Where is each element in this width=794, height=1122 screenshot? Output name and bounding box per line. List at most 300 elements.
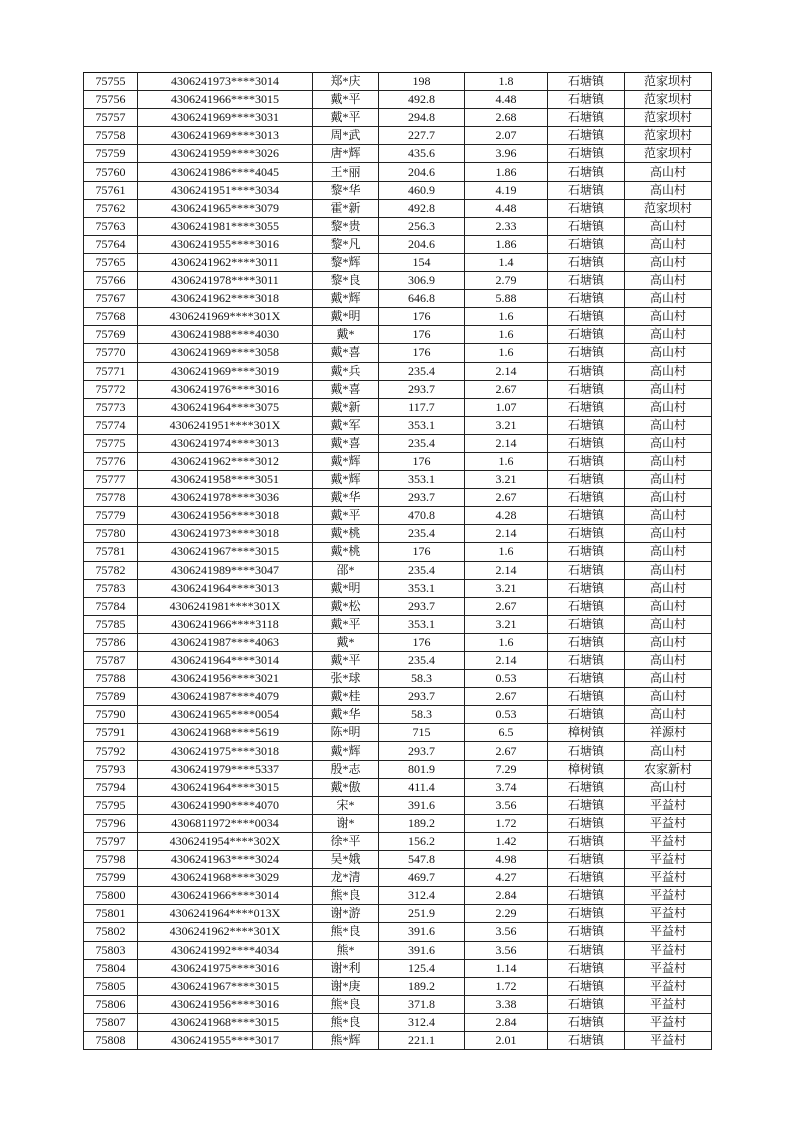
village-cell: 高山村 (625, 308, 712, 326)
area-cell: 3.56 (465, 923, 548, 941)
amount-cell: 204.6 (379, 163, 465, 181)
name-cell: 戴*平 (313, 109, 379, 127)
amount-cell: 189.2 (379, 977, 465, 995)
table-row (84, 145, 712, 163)
id-number-cell: 4306241968****3029 (138, 869, 313, 887)
area-cell: 1.42 (465, 832, 548, 850)
table-row (84, 398, 712, 416)
amount-cell: 715 (379, 724, 465, 742)
village-cell: 农家新村 (625, 760, 712, 778)
table-row (84, 91, 712, 109)
table-row (84, 724, 712, 742)
table-row (84, 507, 712, 525)
area-cell: 2.14 (465, 362, 548, 380)
amount-cell: 235.4 (379, 525, 465, 543)
area-cell: 4.48 (465, 91, 548, 109)
name-cell: 戴*辉 (313, 290, 379, 308)
town-cell: 石塘镇 (548, 561, 625, 579)
town-cell: 石塘镇 (548, 489, 625, 507)
name-cell: 谢* (313, 814, 379, 832)
table-row (84, 887, 712, 905)
village-cell: 平益村 (625, 923, 712, 941)
serial-cell: 75781 (84, 543, 138, 561)
amount-cell: 176 (379, 452, 465, 470)
amount-cell: 293.7 (379, 742, 465, 760)
amount-cell: 353.1 (379, 416, 465, 434)
area-cell: 3.96 (465, 145, 548, 163)
amount-cell: 58.3 (379, 670, 465, 688)
id-number-cell: 4306241968****5619 (138, 724, 313, 742)
town-cell: 石塘镇 (548, 416, 625, 434)
area-cell: 2.67 (465, 380, 548, 398)
amount-cell: 470.8 (379, 507, 465, 525)
town-cell: 石塘镇 (548, 778, 625, 796)
name-cell: 戴*喜 (313, 344, 379, 362)
town-cell: 石塘镇 (548, 796, 625, 814)
serial-cell: 75799 (84, 869, 138, 887)
village-cell: 高山村 (625, 398, 712, 416)
village-cell: 范家坝村 (625, 199, 712, 217)
area-cell: 1.72 (465, 814, 548, 832)
village-cell: 范家坝村 (625, 91, 712, 109)
amount-cell: 221.1 (379, 1031, 465, 1049)
table-row (84, 199, 712, 217)
area-cell: 1.6 (465, 308, 548, 326)
table-row (84, 688, 712, 706)
id-number-cell: 4306241976****3016 (138, 380, 313, 398)
town-cell: 石塘镇 (548, 380, 625, 398)
id-number-cell: 4306241955****3016 (138, 235, 313, 253)
name-cell: 唐*辉 (313, 145, 379, 163)
name-cell: 黎*贵 (313, 217, 379, 235)
table-row (84, 127, 712, 145)
area-cell: 2.14 (465, 434, 548, 452)
area-cell: 0.53 (465, 670, 548, 688)
table-body (84, 73, 712, 1050)
town-cell: 石塘镇 (548, 308, 625, 326)
name-cell: 宋* (313, 796, 379, 814)
town-cell: 石塘镇 (548, 633, 625, 651)
area-cell: 2.84 (465, 887, 548, 905)
name-cell: 戴*平 (313, 615, 379, 633)
town-cell: 石塘镇 (548, 181, 625, 199)
id-number-cell: 4306241987****4063 (138, 633, 313, 651)
id-number-cell: 4306241966****3014 (138, 887, 313, 905)
area-cell: 2.14 (465, 561, 548, 579)
town-cell: 石塘镇 (548, 272, 625, 290)
id-number-cell: 4306241981****301X (138, 597, 313, 615)
amount-cell: 117.7 (379, 398, 465, 416)
village-cell: 高山村 (625, 778, 712, 796)
id-number-cell: 4306241955****3017 (138, 1031, 313, 1049)
table-row (84, 760, 712, 778)
area-cell: 4.27 (465, 869, 548, 887)
village-cell: 高山村 (625, 579, 712, 597)
area-cell: 4.19 (465, 181, 548, 199)
village-cell: 平益村 (625, 941, 712, 959)
serial-cell: 75789 (84, 688, 138, 706)
amount-cell: 293.7 (379, 597, 465, 615)
village-cell: 高山村 (625, 688, 712, 706)
area-cell: 1.86 (465, 163, 548, 181)
name-cell: 戴*辉 (313, 471, 379, 489)
name-cell: 黎*华 (313, 181, 379, 199)
name-cell: 吴*娥 (313, 851, 379, 869)
name-cell: 黎*辉 (313, 253, 379, 271)
table-row (84, 1031, 712, 1049)
town-cell: 石塘镇 (548, 670, 625, 688)
town-cell: 石塘镇 (548, 235, 625, 253)
town-cell: 石塘镇 (548, 290, 625, 308)
amount-cell: 294.8 (379, 109, 465, 127)
serial-cell: 75783 (84, 579, 138, 597)
serial-cell: 75759 (84, 145, 138, 163)
id-number-cell: 4306811972****0034 (138, 814, 313, 832)
town-cell: 石塘镇 (548, 362, 625, 380)
serial-cell: 75793 (84, 760, 138, 778)
name-cell: 戴*平 (313, 91, 379, 109)
serial-cell: 75778 (84, 489, 138, 507)
town-cell: 石塘镇 (548, 127, 625, 145)
serial-cell: 75805 (84, 977, 138, 995)
area-cell: 0.53 (465, 706, 548, 724)
id-number-cell: 4306241973****3018 (138, 525, 313, 543)
serial-cell: 75779 (84, 507, 138, 525)
id-number-cell: 4306241968****3015 (138, 1013, 313, 1031)
village-cell: 高山村 (625, 597, 712, 615)
name-cell: 黎*凡 (313, 235, 379, 253)
area-cell: 2.33 (465, 217, 548, 235)
amount-cell: 235.4 (379, 561, 465, 579)
town-cell: 石塘镇 (548, 507, 625, 525)
name-cell: 陈*明 (313, 724, 379, 742)
id-number-cell: 4306241964****3014 (138, 652, 313, 670)
serial-cell: 75780 (84, 525, 138, 543)
town-cell: 石塘镇 (548, 145, 625, 163)
table-row (84, 253, 712, 271)
id-number-cell: 4306241964****3013 (138, 579, 313, 597)
table-row (84, 597, 712, 615)
amount-cell: 293.7 (379, 688, 465, 706)
serial-cell: 75785 (84, 615, 138, 633)
town-cell: 石塘镇 (548, 597, 625, 615)
town-cell: 石塘镇 (548, 688, 625, 706)
amount-cell: 156.2 (379, 832, 465, 850)
serial-cell: 75770 (84, 344, 138, 362)
id-number-cell: 4306241969****3019 (138, 362, 313, 380)
table-row (84, 652, 712, 670)
table-row (84, 706, 712, 724)
serial-cell: 75761 (84, 181, 138, 199)
name-cell: 谢*游 (313, 905, 379, 923)
village-cell: 高山村 (625, 181, 712, 199)
amount-cell: 235.4 (379, 362, 465, 380)
town-cell: 石塘镇 (548, 706, 625, 724)
village-cell: 高山村 (625, 235, 712, 253)
amount-cell: 235.4 (379, 434, 465, 452)
serial-cell: 75790 (84, 706, 138, 724)
table-row (84, 959, 712, 977)
name-cell: 戴*平 (313, 652, 379, 670)
area-cell: 1.07 (465, 398, 548, 416)
amount-cell: 391.6 (379, 923, 465, 941)
area-cell: 2.07 (465, 127, 548, 145)
serial-cell: 75792 (84, 742, 138, 760)
name-cell: 谢*利 (313, 959, 379, 977)
id-number-cell: 4306241986****4045 (138, 163, 313, 181)
serial-cell: 75769 (84, 326, 138, 344)
id-number-cell: 4306241975****3018 (138, 742, 313, 760)
village-cell: 祥源村 (625, 724, 712, 742)
serial-cell: 75757 (84, 109, 138, 127)
amount-cell: 547.8 (379, 851, 465, 869)
village-cell: 高山村 (625, 543, 712, 561)
serial-cell: 75786 (84, 633, 138, 651)
area-cell: 2.29 (465, 905, 548, 923)
name-cell: 周*武 (313, 127, 379, 145)
id-number-cell: 4306241992****4034 (138, 941, 313, 959)
town-cell: 石塘镇 (548, 253, 625, 271)
amount-cell: 460.9 (379, 181, 465, 199)
id-number-cell: 4306241974****3013 (138, 434, 313, 452)
village-cell: 范家坝村 (625, 145, 712, 163)
area-cell: 2.01 (465, 1031, 548, 1049)
table-row (84, 633, 712, 651)
name-cell: 殷*志 (313, 760, 379, 778)
area-cell: 2.67 (465, 742, 548, 760)
serial-cell: 75772 (84, 380, 138, 398)
amount-cell: 492.8 (379, 199, 465, 217)
village-cell: 高山村 (625, 471, 712, 489)
village-cell: 高山村 (625, 290, 712, 308)
town-cell: 石塘镇 (548, 452, 625, 470)
town-cell: 石塘镇 (548, 995, 625, 1013)
area-cell: 1.6 (465, 326, 548, 344)
area-cell: 2.84 (465, 1013, 548, 1031)
amount-cell: 176 (379, 633, 465, 651)
table-row (84, 923, 712, 941)
table-row (84, 977, 712, 995)
name-cell: 戴*华 (313, 706, 379, 724)
village-cell: 高山村 (625, 525, 712, 543)
town-cell: 石塘镇 (548, 1013, 625, 1031)
village-cell: 高山村 (625, 652, 712, 670)
amount-cell: 353.1 (379, 579, 465, 597)
village-cell: 高山村 (625, 163, 712, 181)
table-row (84, 525, 712, 543)
serial-cell: 75774 (84, 416, 138, 434)
table-row (84, 380, 712, 398)
id-number-cell: 4306241967****3015 (138, 977, 313, 995)
area-cell: 3.38 (465, 995, 548, 1013)
id-number-cell: 4306241964****013X (138, 905, 313, 923)
town-cell: 石塘镇 (548, 471, 625, 489)
area-cell: 4.98 (465, 851, 548, 869)
village-cell: 高山村 (625, 217, 712, 235)
village-cell: 高山村 (625, 344, 712, 362)
amount-cell: 58.3 (379, 706, 465, 724)
id-number-cell: 4306241963****3024 (138, 851, 313, 869)
id-number-cell: 4306241969****3031 (138, 109, 313, 127)
name-cell: 戴*喜 (313, 380, 379, 398)
amount-cell: 176 (379, 543, 465, 561)
village-cell: 平益村 (625, 869, 712, 887)
table-row (84, 109, 712, 127)
village-cell: 高山村 (625, 416, 712, 434)
village-cell: 高山村 (625, 253, 712, 271)
town-cell: 石塘镇 (548, 652, 625, 670)
id-number-cell: 4306241964****3075 (138, 398, 313, 416)
name-cell: 戴*兵 (313, 362, 379, 380)
area-cell: 5.88 (465, 290, 548, 308)
table-row (84, 561, 712, 579)
id-number-cell: 4306241988****4030 (138, 326, 313, 344)
name-cell: 谢*庚 (313, 977, 379, 995)
table-row (84, 434, 712, 452)
village-cell: 高山村 (625, 615, 712, 633)
id-number-cell: 4306241962****3018 (138, 290, 313, 308)
village-cell: 平益村 (625, 1013, 712, 1031)
name-cell: 熊*辉 (313, 1031, 379, 1049)
name-cell: 戴*军 (313, 416, 379, 434)
area-cell: 3.56 (465, 941, 548, 959)
name-cell: 霍*新 (313, 199, 379, 217)
id-number-cell: 4306241959****3026 (138, 145, 313, 163)
serial-cell: 75777 (84, 471, 138, 489)
amount-cell: 371.8 (379, 995, 465, 1013)
id-number-cell: 4306241989****3047 (138, 561, 313, 579)
id-number-cell: 4306241969****301X (138, 308, 313, 326)
town-cell: 石塘镇 (548, 398, 625, 416)
serial-cell: 75773 (84, 398, 138, 416)
table-row (84, 796, 712, 814)
serial-cell: 75788 (84, 670, 138, 688)
area-cell: 6.5 (465, 724, 548, 742)
town-cell: 石塘镇 (548, 887, 625, 905)
village-cell: 高山村 (625, 706, 712, 724)
town-cell: 石塘镇 (548, 579, 625, 597)
name-cell: 戴*桃 (313, 543, 379, 561)
village-cell: 高山村 (625, 489, 712, 507)
table-row (84, 272, 712, 290)
serial-cell: 75765 (84, 253, 138, 271)
serial-cell: 75808 (84, 1031, 138, 1049)
amount-cell: 801.9 (379, 760, 465, 778)
serial-cell: 75758 (84, 127, 138, 145)
amount-cell: 204.6 (379, 235, 465, 253)
table-row (84, 778, 712, 796)
amount-cell: 125.4 (379, 959, 465, 977)
area-cell: 1.6 (465, 633, 548, 651)
serial-cell: 75784 (84, 597, 138, 615)
town-cell: 石塘镇 (548, 959, 625, 977)
village-cell: 平益村 (625, 887, 712, 905)
village-cell: 平益村 (625, 995, 712, 1013)
village-cell: 高山村 (625, 380, 712, 398)
amount-cell: 646.8 (379, 290, 465, 308)
amount-cell: 154 (379, 253, 465, 271)
village-cell: 高山村 (625, 272, 712, 290)
table-row (84, 290, 712, 308)
amount-cell: 293.7 (379, 489, 465, 507)
id-number-cell: 4306241962****3011 (138, 253, 313, 271)
table-row (84, 217, 712, 235)
village-cell: 平益村 (625, 832, 712, 850)
town-cell: 石塘镇 (548, 73, 625, 91)
town-cell: 石塘镇 (548, 199, 625, 217)
id-number-cell: 4306241987****4079 (138, 688, 313, 706)
id-number-cell: 4306241951****3034 (138, 181, 313, 199)
village-cell: 平益村 (625, 959, 712, 977)
name-cell: 戴*新 (313, 398, 379, 416)
id-number-cell: 4306241956****3018 (138, 507, 313, 525)
town-cell: 石塘镇 (548, 217, 625, 235)
name-cell: 熊*良 (313, 887, 379, 905)
table-row (84, 489, 712, 507)
amount-cell: 411.4 (379, 778, 465, 796)
amount-cell: 492.8 (379, 91, 465, 109)
amount-cell: 235.4 (379, 652, 465, 670)
town-cell: 石塘镇 (548, 1031, 625, 1049)
town-cell: 石塘镇 (548, 832, 625, 850)
serial-cell: 75798 (84, 851, 138, 869)
area-cell: 3.21 (465, 615, 548, 633)
table-row (84, 181, 712, 199)
id-number-cell: 4306241969****3058 (138, 344, 313, 362)
town-cell: 石塘镇 (548, 525, 625, 543)
amount-cell: 256.3 (379, 217, 465, 235)
amount-cell: 353.1 (379, 471, 465, 489)
area-cell: 1.72 (465, 977, 548, 995)
area-cell: 2.67 (465, 688, 548, 706)
amount-cell: 176 (379, 308, 465, 326)
table-row (84, 814, 712, 832)
table-row (84, 742, 712, 760)
name-cell: 戴*喜 (313, 434, 379, 452)
table-row (84, 670, 712, 688)
id-number-cell: 4306241965****3079 (138, 199, 313, 217)
name-cell: 戴* (313, 633, 379, 651)
area-cell: 1.86 (465, 235, 548, 253)
id-number-cell: 4306241962****3012 (138, 452, 313, 470)
serial-cell: 75800 (84, 887, 138, 905)
name-cell: 郑*庆 (313, 73, 379, 91)
town-cell: 石塘镇 (548, 543, 625, 561)
village-cell: 高山村 (625, 434, 712, 452)
serial-cell: 75775 (84, 434, 138, 452)
table-row (84, 308, 712, 326)
serial-cell: 75796 (84, 814, 138, 832)
area-cell: 2.67 (465, 489, 548, 507)
village-cell: 高山村 (625, 507, 712, 525)
area-cell: 1.6 (465, 452, 548, 470)
serial-cell: 75787 (84, 652, 138, 670)
id-number-cell: 4306241969****3013 (138, 127, 313, 145)
table-row (84, 235, 712, 253)
id-number-cell: 4306241978****3036 (138, 489, 313, 507)
village-cell: 平益村 (625, 1031, 712, 1049)
name-cell: 戴*华 (313, 489, 379, 507)
village-cell: 范家坝村 (625, 73, 712, 91)
village-cell: 高山村 (625, 633, 712, 651)
area-cell: 1.8 (465, 73, 548, 91)
id-number-cell: 4306241973****3014 (138, 73, 313, 91)
town-cell: 石塘镇 (548, 344, 625, 362)
serial-cell: 75766 (84, 272, 138, 290)
town-cell: 石塘镇 (548, 615, 625, 633)
village-cell: 平益村 (625, 796, 712, 814)
serial-cell: 75768 (84, 308, 138, 326)
